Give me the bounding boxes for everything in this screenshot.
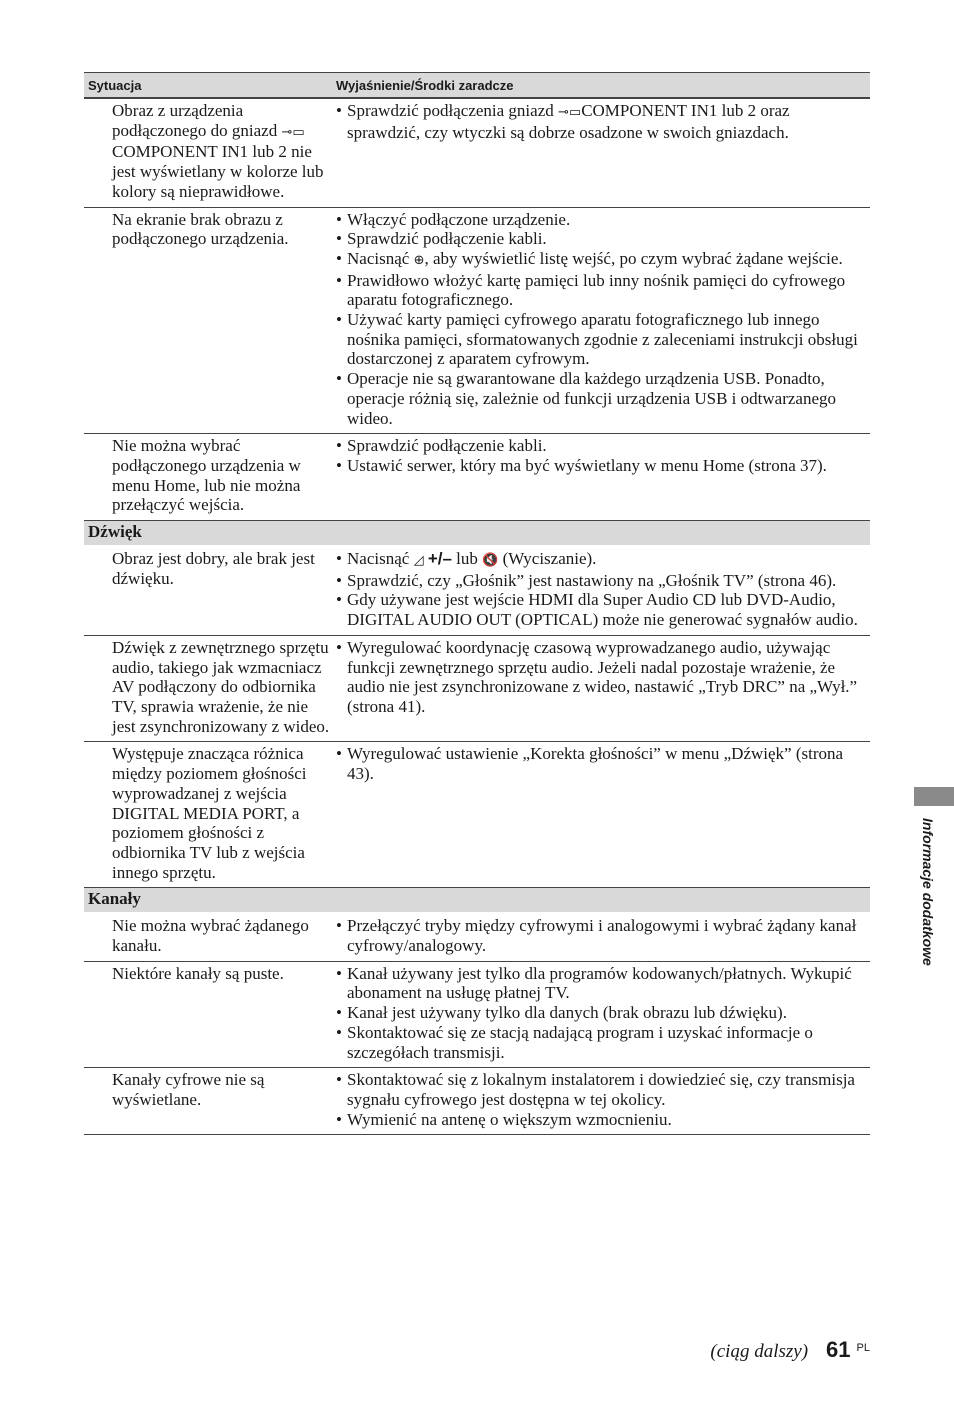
section-header-sound: Dźwięk — [84, 520, 870, 545]
continued-note: (ciąg dalszy) — [710, 1341, 809, 1362]
bullet-item: • Skontaktować się ze stacją nadającą program i uzyskać informacje o szczegółach transmisji. — [336, 1022, 813, 1062]
table-row — [84, 741, 870, 887]
side-section-label: Informacje dodatkowe — [920, 818, 936, 966]
situation-cell: Niektóre kanały są puste. — [112, 963, 284, 983]
bullet-item: • Nacisnąć ◿ +/– lub 🔇 (Wyciszanie). — [336, 549, 864, 571]
page-footer — [710, 1337, 870, 1363]
bullet-item: • Używać karty pamięci cyfrowego aparatu fotograficznego lub innego nośnika pamięci, sformatowanych zgodnie z zaleceniami instrukcji obsługi dostarczonej z aparatem cyfrowym. — [336, 310, 858, 369]
bullet-item: • Włączyć podłączone urządzenie. — [336, 209, 571, 229]
table-row — [84, 635, 870, 742]
table-row — [84, 961, 870, 1068]
situation-cell: Obraz jest dobry, ale brak jest dźwięku. — [112, 549, 315, 588]
explanation-cell — [336, 744, 870, 882]
table-row — [84, 545, 870, 635]
situation-cell: Nie można wybrać żądanego kanału. — [112, 916, 309, 956]
table-row — [84, 912, 870, 960]
section-header-channels: Kanały — [84, 887, 870, 912]
bullet-item: • Wymienić na antenę o większym wzmocnieniu. — [336, 1109, 672, 1129]
header-situation: Sytuacja — [88, 77, 142, 93]
table-row — [84, 207, 870, 434]
situation-cell: Kanały cyfrowe nie są wyświetlane. — [112, 1070, 265, 1109]
component-input-icon: ⊸▭ — [281, 124, 305, 140]
bullet-item: • Gdy używane jest wejście HDMI dla Super Audio CD lub DVD-Audio, DIGITAL AUDIO OUT (OPTICAL) może nie generować sygnałów audio. — [336, 590, 858, 630]
bullet-item: • Operacje nie są gwarantowane dla każdego urządzenia USB. Ponadto, operacje różnią się, zależnie od funkcji urządzenia USB i odtwarzanego wideo. — [336, 369, 836, 428]
explanation-cell — [336, 638, 870, 737]
component-input-icon: ⊸▭ — [558, 105, 582, 120]
side-tab-marker — [914, 787, 954, 806]
page-number: 61 — [826, 1337, 851, 1362]
mute-icon: 🔇 — [482, 553, 499, 569]
table-row — [84, 1067, 870, 1134]
bullet-item: • Sprawdzić podłączenie kabli. — [336, 229, 547, 249]
explanation-cell — [336, 549, 870, 630]
explanation-cell — [336, 1070, 870, 1129]
table-header — [84, 72, 870, 98]
situation-cell: Obraz z urządzenia podłączonego do gniazd ⊸▭COMPONENT IN1 lub 2 nie jest wyświetlany w kolorze lub kolory są nieprawidłowe. — [112, 101, 324, 201]
bullet-item: • Ustawić serwer, który ma być wyświetlany w menu Home (strona 37). — [336, 455, 827, 475]
explanation-cell — [336, 210, 870, 429]
table-row — [84, 433, 870, 520]
bullet-item: • Wyregulować koordynację czasową wyprowadzanego audio, używając funkcji zewnętrznego sprzętu audio. Jeżeli nadal pozostaje wrażenie, że audio nie jest zsynchronizowane z wideo, nastawić „Tryb DRC” na „Wył.” (strona 41). — [336, 637, 858, 716]
header-explanation: Wyjaśnienie/Środki zaradcze — [336, 77, 514, 93]
situation-cell: Dźwięk z zewnętrznego sprzętu audio, takiego jak wzmacniacz AV podłączony do odbiornika TV, sprawia wrażenie, że nie jest zsynchronizowany z wideo. — [112, 637, 330, 736]
situation-cell: Występuje znacząca różnica między poziomem głośności wyprowadzanej z wejścia DIGITAL MEDIA PORT, a poziomem głośności z odbiornika TV lub z wejścia innego sprzętu. — [112, 744, 307, 882]
explanation-cell — [336, 916, 870, 955]
bullet-item: • Kanał jest używany tylko dla danych (brak obrazu lub dźwięku). — [336, 1003, 787, 1023]
bullet-item: • Nacisnąć ⊕, aby wyświetlić listę wejść, po czym wybrać żądane wejście. — [336, 249, 864, 271]
bullet-item: • Skontaktować się z lokalnym instalatorem i dowiedzieć się, czy transmisja sygnału cyfrowego jest dostępna w tej okolicy. — [336, 1070, 855, 1109]
explanation-cell — [336, 101, 870, 202]
bullet-item: • Wyregulować ustawienie „Korekta głośności” w menu „Dźwięk” (strona 43). — [336, 744, 844, 784]
explanation-cell — [336, 436, 870, 515]
input-select-icon: ⊕ — [413, 252, 425, 268]
situation-cell: Nie można wybrać podłączonego urządzenia w menu Home, lub nie można przełączyć wejścia. — [112, 436, 301, 515]
bullet-item: • Sprawdzić, czy „Głośnik” jest nastawiony na „Głośnik TV” (strona 46). — [336, 570, 837, 590]
bullet-item: • Prawidłowo włożyć kartę pamięci lub inny nośnik pamięci do cyfrowego aparatu fotograficznego. — [336, 270, 846, 310]
volume-icon: ◿ — [413, 553, 424, 569]
situation-cell: Na ekranie brak obrazu z podłączonego urządzenia. — [112, 209, 289, 249]
language-code: PL — [856, 1342, 870, 1354]
bullet-item: • Przełączyć tryby między cyfrowymi i analogowymi i wybrać żądany kanał cyfrowy/analogowy. — [336, 916, 857, 956]
bullet-item: • Sprawdzić podłączenie kabli. — [336, 436, 547, 456]
bullet-item: • Kanał używany jest tylko dla programów kodowanych/płatnych. Wykupić abonament na usługę płatnej TV. — [336, 963, 852, 1003]
bullet-item: • Sprawdzić podłączenia gniazd ⊸▭COMPONENT IN1 lub 2 oraz sprawdzić, czy wtyczki są dobrze osadzone w swoich gniazdach. — [336, 101, 790, 142]
explanation-cell — [336, 964, 870, 1063]
table-row — [84, 98, 870, 207]
troubleshooting-table — [84, 72, 870, 1135]
